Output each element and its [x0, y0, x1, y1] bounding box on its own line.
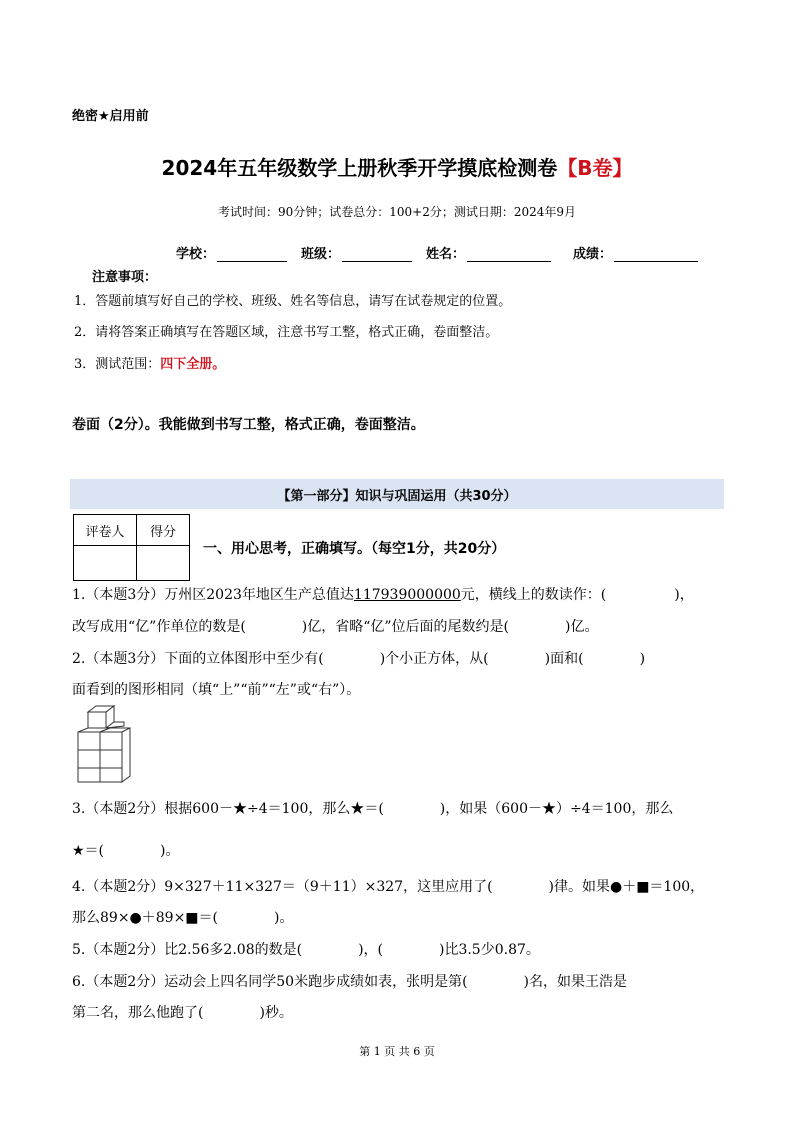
exam-title-tag: 【B卷】	[557, 156, 633, 180]
exam-info: 考试时间：90分钟；试卷总分：100+2分；测试日期：2024年9月	[217, 205, 577, 219]
question-6-line-2: 第二名，那么他跑了( )秒。	[72, 1005, 293, 1021]
school-field[interactable]	[176, 243, 287, 262]
school-label: 学校：	[176, 247, 216, 262]
class-field[interactable]	[301, 243, 412, 262]
part1-banner-text: 【第一部分】知识与巩固运用（共30分）	[277, 488, 517, 504]
neatness-statement: 卷面（2分）。我能做到书写工整，格式正确，卷面整洁。	[72, 417, 425, 433]
section1-title: 一、用心思考，正确填写。（每空1分，共20分）	[203, 541, 506, 557]
score-blank-cell[interactable]	[137, 546, 190, 581]
note-item-3	[74, 353, 225, 372]
name-label: 姓名：	[426, 247, 466, 262]
note-item-3-prefix: 3．测试范围：	[74, 357, 161, 372]
school-blank[interactable]	[217, 247, 287, 262]
question-2-line-1: 2.（本题3分）下面的立体图形中至少有( )个小正方体，从( )面和( )	[72, 651, 646, 667]
score-blank[interactable]	[614, 247, 698, 262]
notes-title: 注意事项：	[92, 270, 158, 285]
question-1-line-2: 改写成用“亿”作单位的数是( )亿，省略“亿”位后面的尾数约是( )亿。	[72, 619, 599, 635]
test-scope: 四下全册。	[160, 357, 226, 372]
confidential-label: 绝密★启用前	[72, 109, 149, 124]
stacked-cubes-figure	[76, 704, 132, 784]
part1-banner	[70, 479, 724, 509]
name-field[interactable]	[426, 243, 551, 262]
q1-text-b: 元，横线上的数读作：(	[460, 587, 607, 603]
class-blank[interactable]	[342, 247, 412, 262]
page-footer: 第 1 页 共 6 页	[359, 1045, 435, 1058]
question-4-line-1: 4.（本题2分）9×327＋11×327＝（9＋11）×327，这里应用了( )律。如果●＋■＝100，	[72, 879, 705, 895]
question-6-line-1: 6.（本题2分）运动会上四名同学50米跑步成绩如表，张明是第( )名，如果王浩是	[72, 974, 628, 990]
grader-label: 评卷人	[74, 515, 137, 546]
name-blank[interactable]	[467, 247, 551, 262]
note-item-1: 1．答题前填写好自己的学校、班级、姓名等信息，请写在试卷规定的位置。	[74, 294, 512, 309]
grader-blank[interactable]	[74, 546, 137, 581]
score-cell-label: 得分	[137, 515, 190, 546]
q1-number: 117939000000	[353, 587, 461, 603]
grader-table	[73, 514, 190, 581]
q1-text-a: 1.（本题3分）万州区2023年地区生产总值达	[72, 587, 354, 603]
question-3-line-2: ★＝( )。	[72, 843, 180, 859]
question-4-line-2: 那么89×●＋89×■＝( )。	[72, 910, 294, 926]
note-item-2: 2．请将答案正确填写在答题区域，注意书写工整，格式正确，卷面整洁。	[74, 325, 499, 340]
q1-text-c: )，	[674, 587, 694, 603]
exam-title	[0, 152, 794, 181]
exam-title-main: 2024年五年级数学上册秋季开学摸底检测卷	[161, 156, 558, 180]
cube-top-face	[88, 712, 106, 728]
score-field[interactable]	[573, 243, 698, 262]
question-3-line-1: 3.（本题2分）根据600－★÷4＝100，那么★＝( )，如果（600－★）÷4＝100，那么	[72, 801, 674, 817]
score-label: 成绩：	[573, 247, 613, 262]
question-5-line-1: 5.（本题2分）比2.56多2.08的数是( )，( )比3.5少0.87。	[72, 942, 540, 958]
student-info-fields	[176, 243, 712, 262]
question-2-line-2: 面看到的图形相同（填“上”“前”“左”或“右”）。	[72, 682, 361, 698]
question-1-line-1	[72, 584, 694, 604]
class-label: 班级：	[301, 247, 341, 262]
